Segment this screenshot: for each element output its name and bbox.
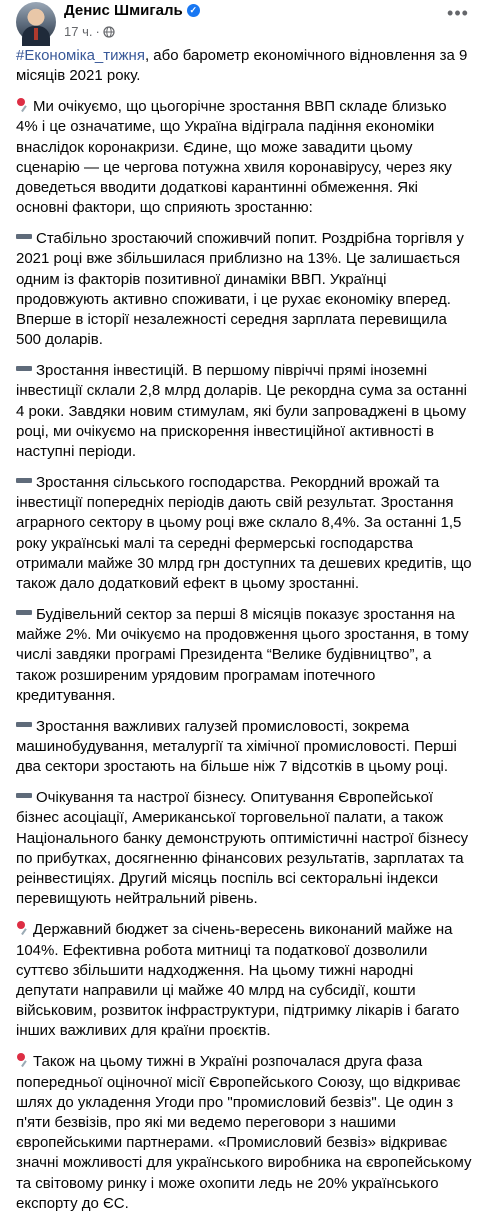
round-pushpin-icon xyxy=(16,1053,29,1067)
paragraph-industry xyxy=(16,717,472,778)
hashtag-link[interactable]: #Економіка_тижня xyxy=(16,47,145,64)
heavy-minus-icon xyxy=(16,478,32,483)
paragraph-text: Також на цьому тижні в Україні розпочалася друга фаза попередньої оціночної місії Європейського Союзу, що відкриває шлях до укладення Угоди про "промисловий безвіз". Це один з п'яти безвізів, про які ми ведемо переговори з нашими європейськими партнерами. «Промисловий безвіз» відкриває значні можливості для українського виробника на європейському та світовому ринку і може охопити ледь не 20% українського експорту до ЄС. xyxy=(16,1053,472,1212)
round-pushpin-icon xyxy=(16,98,29,112)
heavy-minus-icon xyxy=(16,722,32,727)
paragraph-text: Ми очікуємо, що цьогорічне зростання ВВП складе близько 4% і це означатиме, що Україна відіграла падіння економіки внаслідок коронакризи. Єдине, що може завадити цьому сценарію — це чергова потужна хвиля коронавірусу, через яку доведеться вводити додаткові карантинні обмеження. Які основні фактори, що сприяють зростанню: xyxy=(16,98,452,217)
paragraph-budget xyxy=(16,920,472,1041)
heavy-minus-icon xyxy=(16,793,32,798)
more-options-icon[interactable]: ••• xyxy=(447,3,469,23)
heavy-minus-icon xyxy=(16,366,32,371)
heavy-minus-icon xyxy=(16,610,32,615)
meta-separator: · xyxy=(95,24,100,39)
author-name[interactable]: Денис Шмигаль xyxy=(64,2,183,19)
paragraph-text: Державний бюджет за січень-вересень виконаний майже на 104%. Ефективна робота митниці та податкової дозволили суттєво збільшити надходження. На цьому тижні народні депутати направили ці майже 40 млрд на субсидії, кошти військовим, розвиток інфраструктури, підтримку лікарів і багато інших важливих для країни проєктів. xyxy=(16,921,460,1040)
globe-icon[interactable] xyxy=(103,26,115,38)
paragraph-text: Зростання інвестицій. В першому півріччі прямі іноземні інвестиції склали 2,8 млрд доларів. Це рекордна сума за останні 4 роки. Завдяки новим стимулам, які були запроваджені в цьому році, ми очікуємо на прискорення інвестиційної активності в наступні періоди. xyxy=(16,362,467,461)
round-pushpin-icon xyxy=(16,921,29,935)
intro-text: , або барометр економічного відновлення за 9 місяців 2021 року. xyxy=(16,47,468,85)
post-timestamp[interactable]: 17 ч. xyxy=(64,24,93,39)
paragraph-text: Стабільно зростаючий споживчий попит. Роздрібна торгівля у 2021 році вже збільшилася приблизно на 13%. Це залишається одним із факторів позитивної динаміки ВВП. Українці продовжують активно споживати, і це рухає економіку вперед. Вперше в історії незалежності середня зарплата перевищила 500 доларів. xyxy=(16,230,464,349)
author-name-row xyxy=(64,2,200,19)
author-avatar[interactable] xyxy=(16,2,56,42)
paragraph-text: Будівельний сектор за перші 8 місяців показує зростання на майже 2%. Ми очікуємо на продовження цього зростання, в тому числі завдяки програмі Президента “Велике будівництво”, а також розширеним урядовим програмам іпотечного кредитування. xyxy=(16,606,469,704)
post-header xyxy=(16,0,472,46)
paragraph-industrial-visa-free xyxy=(16,1052,472,1214)
paragraph-consumer-demand xyxy=(16,229,472,350)
paragraph-investments xyxy=(16,361,472,462)
post-body xyxy=(16,46,472,1214)
heavy-minus-icon xyxy=(16,234,32,239)
verified-badge-icon: ✓ xyxy=(187,4,200,17)
paragraph-agriculture xyxy=(16,473,472,594)
paragraph-business-sentiment xyxy=(16,788,472,909)
paragraph-text: Очікування та настрої бізнесу. Опитування Європейської бізнес асоціації, Американської торговельної палати, а також Національного банку демонструють оптимістичні настрої бізнесу по прибутках, досягненню фінансових результатів, зарплатах та реінвестиціях. Другий місяць поспіль всі секторальні індекси перевищують нейтральний рівень. xyxy=(16,789,469,908)
paragraph-gdp xyxy=(16,97,472,218)
post-intro xyxy=(16,46,472,86)
paragraph-construction xyxy=(16,605,472,706)
paragraph-text: Зростання важливих галузей промисловості, зокрема машинобудування, металургії та хімічної промисловості. Перші два сектори зростають на більше ніж 7 відсотків в цьому році. xyxy=(16,717,457,776)
post-meta xyxy=(64,24,115,39)
paragraph-text: Зростання сільського господарства. Рекордний врожай та інвестиції попередніх періодів дають свій результат. Зростання аграрного сектору в цьому році вже склало 8,4%. За останні 1,5 року українські малі та середні фермерські господарства отримали майже 30 млрд грн доступних та дешевих кредитів, що також дало додатковий ефект в цьому зростанні. xyxy=(16,474,472,593)
